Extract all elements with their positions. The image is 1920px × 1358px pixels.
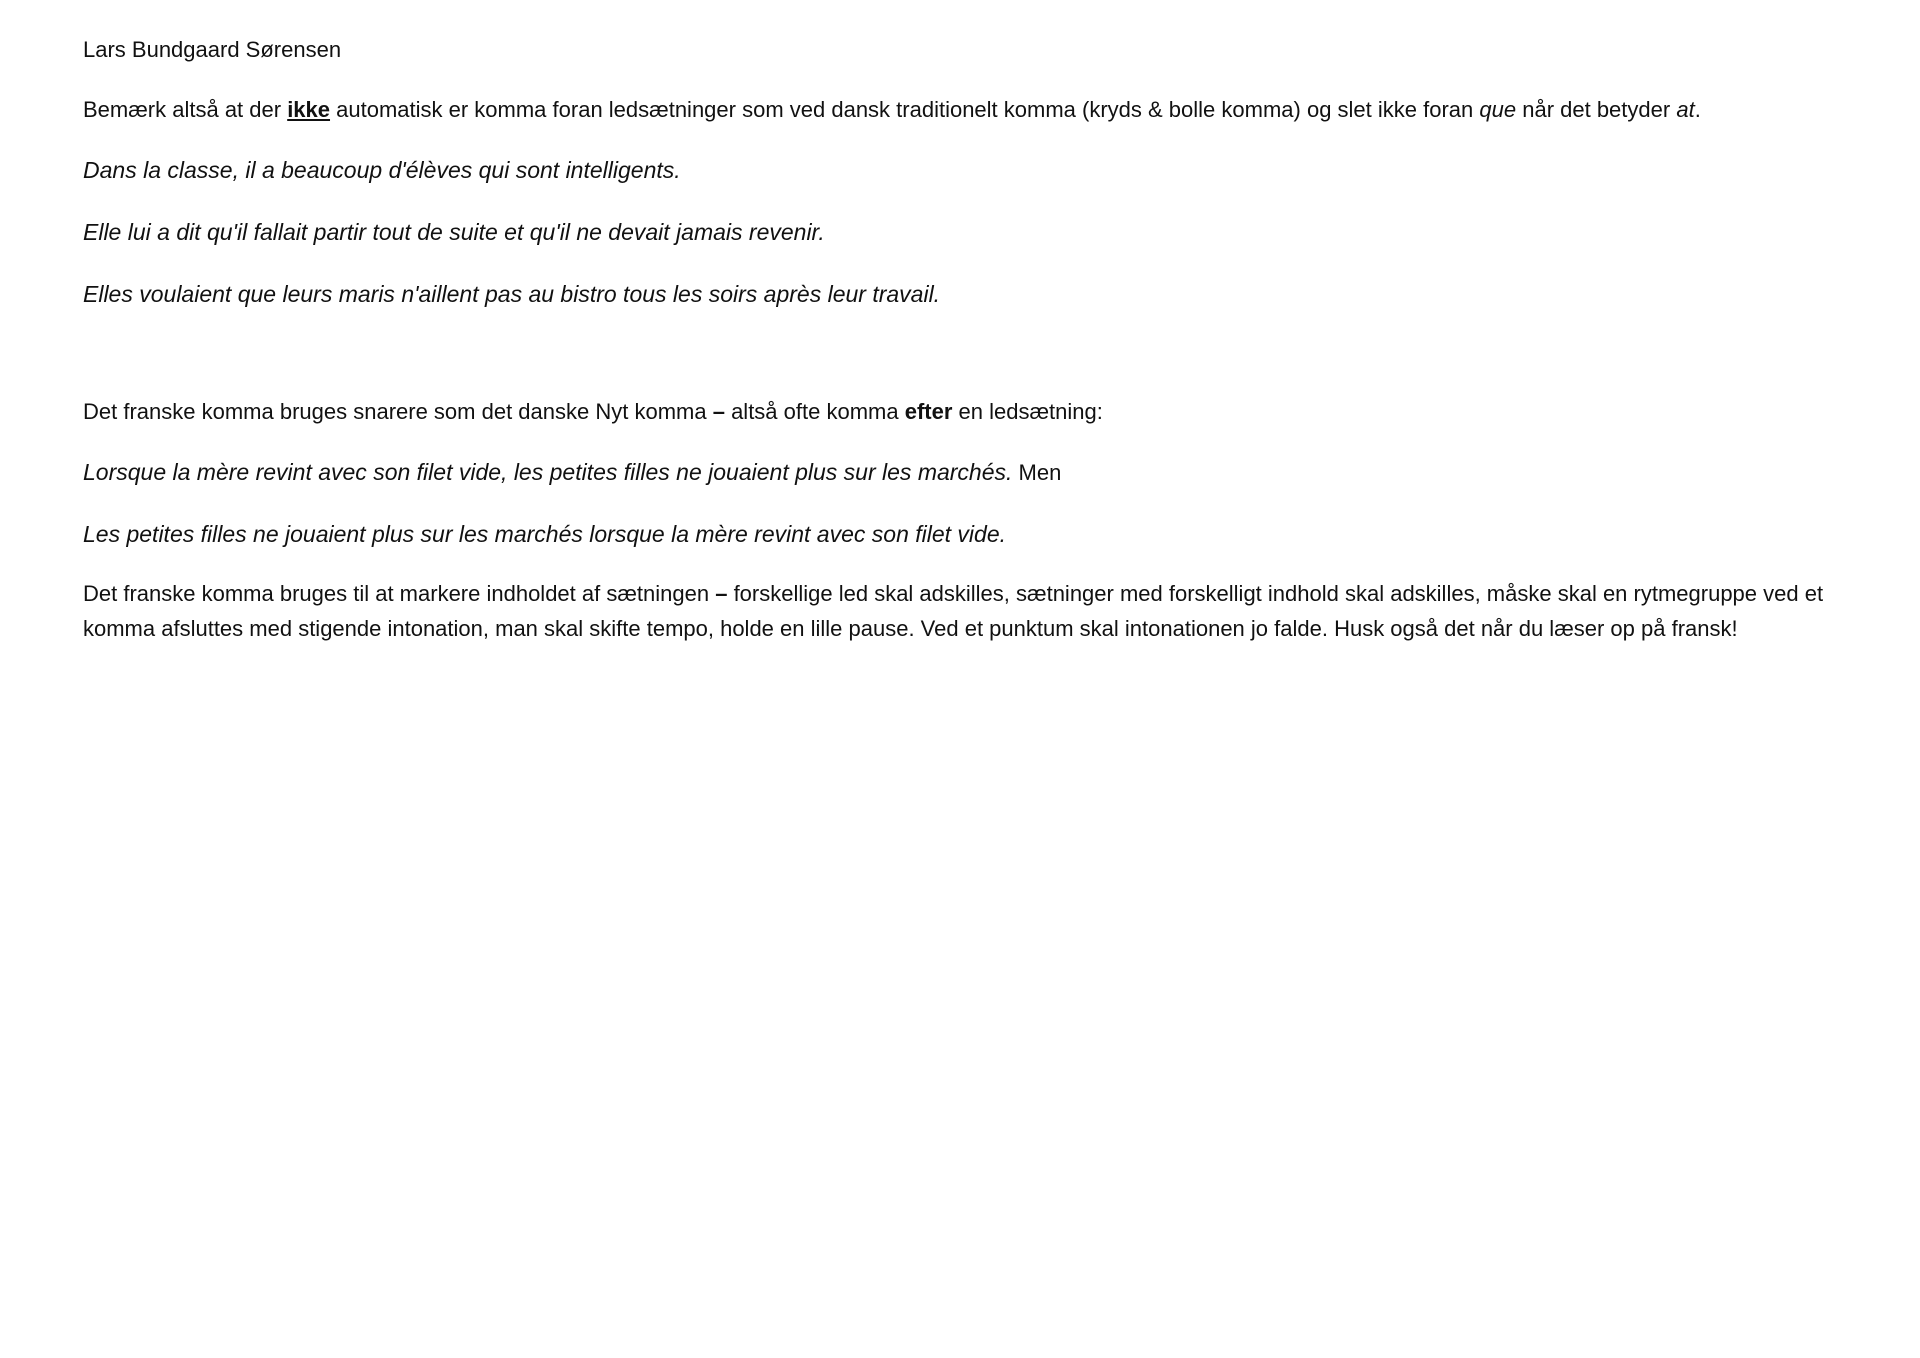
note1-que: que [1479, 97, 1517, 122]
example-sentence-5: Les petites filles ne jouaient plus sur les marchés lorsque la mère revint avec son filet vide. [83, 521, 1007, 547]
example-4-plain: Men [1012, 460, 1062, 485]
note3-text-2: forskellige led skal adskilles, sætninger med forskelligt indhold skal adskilles, måske skal en rytmegruppe ved et komma afsluttes med stigende intonation, man skal skifte tempo, holde en lille pause. Ved et punktum skal intonationen jo falde. Husk også det når du læser op på fransk! [83, 581, 1824, 641]
example-sentence-4 [83, 455, 1863, 490]
note1-text-4: . [1694, 97, 1701, 122]
note1-emphasis: ikke [287, 97, 331, 122]
paragraph-note-1 [83, 92, 1863, 127]
example-sentence-1: Dans la classe, il a beaucoup d'élèves qui sont intelligents. [83, 157, 681, 183]
note2-text-3: en ledsætning: [952, 399, 1103, 424]
note2-dash: – [712, 399, 725, 424]
note2-text-2: altså ofte komma [724, 399, 905, 424]
example-sentence-3: Elles voulaient que leurs maris n'aillent pas au bistro tous les soirs après leur travail. [83, 281, 941, 307]
note1-text-2: automatisk er komma foran ledsætninger som ved dansk traditionelt komma (kryds & bolle komma) og slet ikke foran [330, 97, 1480, 122]
note2-text-1: Det franske komma bruges snarere som det danske Nyt komma [83, 399, 713, 424]
note1-at: at [1676, 97, 1695, 122]
example-4-italic: Lorsque la mère revint avec son filet vide, les petites filles ne jouaient plus sur les marchés. [83, 459, 1013, 485]
note2-efter: efter [904, 399, 953, 424]
note1-text-3: når det betyder [1516, 97, 1677, 122]
note1-text-1: Bemærk altså at der [83, 97, 288, 122]
note3-text-1: Det franske komma bruges til at markere indholdet af sætningen [83, 581, 716, 606]
paragraph-note-2 [83, 394, 1863, 429]
author-name: Lars Bundgaard Sørensen [83, 37, 342, 62]
note3-dash: – [715, 581, 728, 606]
paragraph-note-3 [83, 576, 1863, 646]
example-sentence-2: Elle lui a dit qu'il fallait partir tout de suite et qu'il ne devait jamais revenir. [83, 219, 825, 245]
